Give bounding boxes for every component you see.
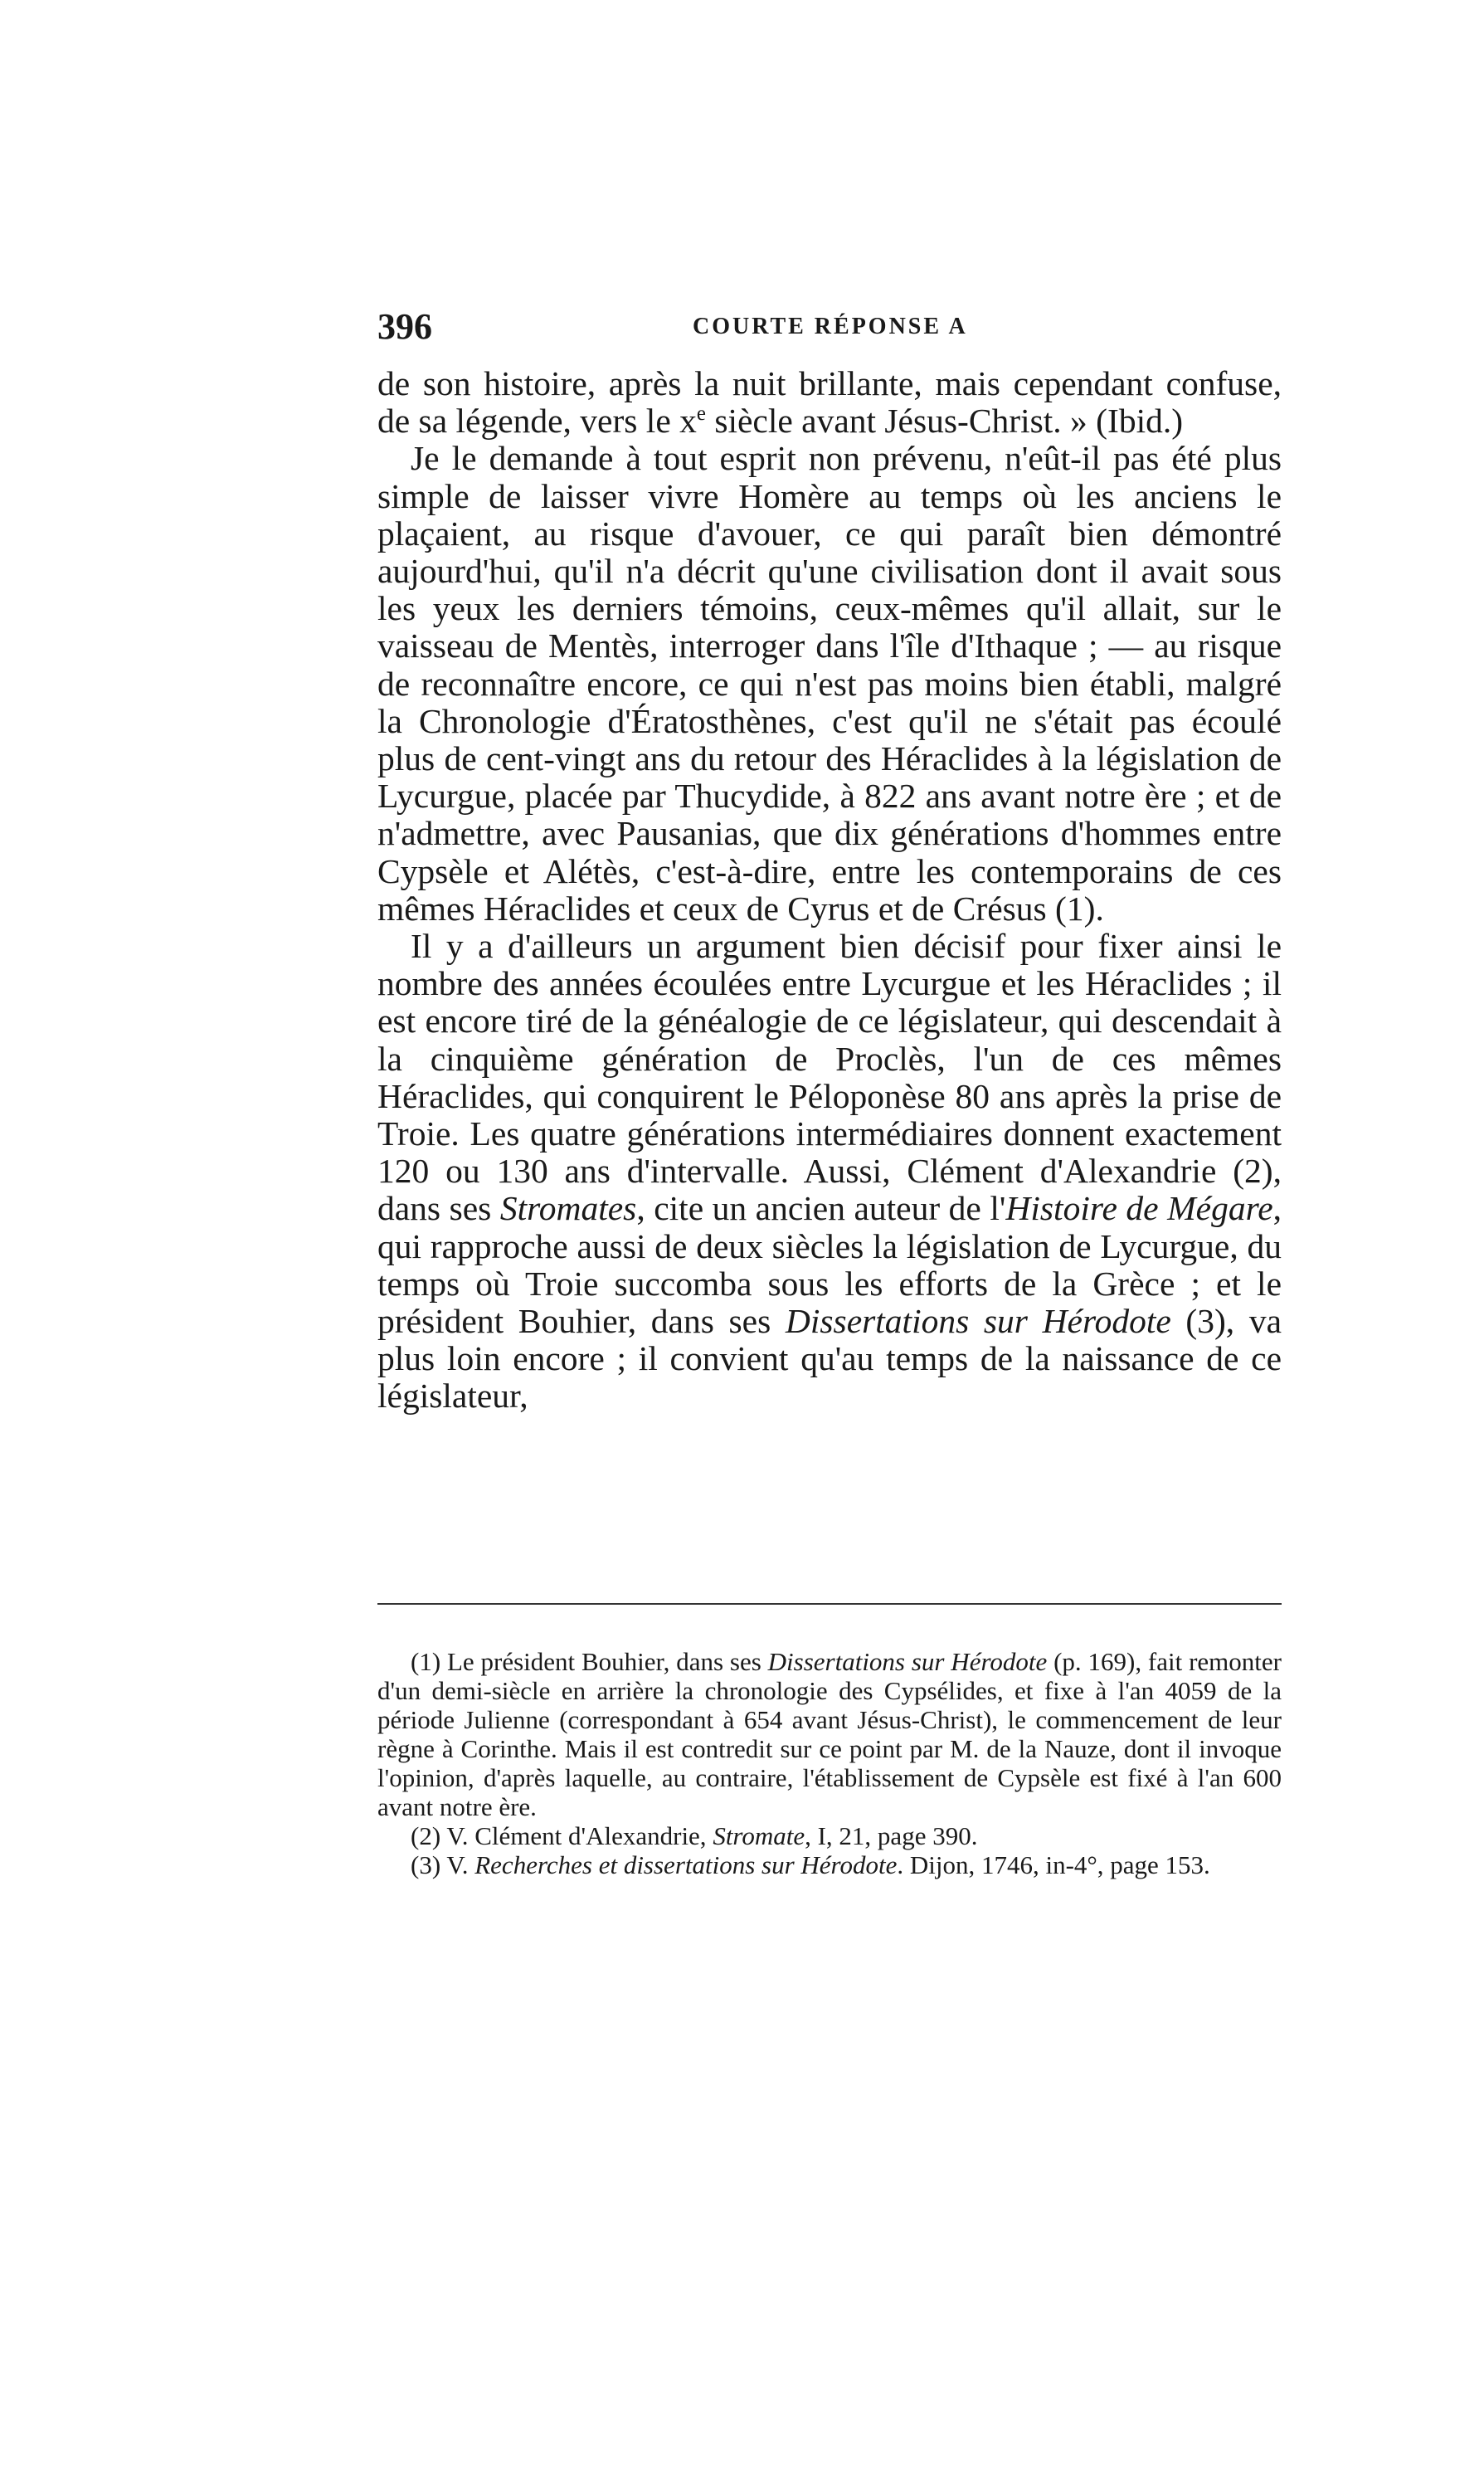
footnote-1-title: Dissertations sur Hérodote — [767, 1647, 1048, 1676]
footnote-2 — [377, 1821, 1282, 1850]
footnote-2-title: Stromate — [713, 1821, 805, 1850]
main-text — [377, 365, 1282, 1416]
paragraph-1 — [377, 365, 1282, 440]
footnote-2-text-b: , I, 21, page 390. — [805, 1821, 978, 1850]
paragraph-3-text-b: , cite un ancien auteur de l' — [636, 1189, 1006, 1228]
footnote-divider — [377, 1603, 1282, 1605]
footnote-3-text-b: . Dijon, 1746, in-4°, page 153. — [897, 1850, 1210, 1879]
footnote-2-text-a: (2) V. Clément d'Alexandrie, — [411, 1821, 713, 1850]
paragraph-1-text-b: siècle avant Jésus-Christ. » (Ibid.) — [705, 402, 1184, 441]
paragraph-3 — [377, 928, 1282, 1416]
footnote-3 — [377, 1850, 1282, 1879]
footnote-1-text-b: (p. 169), fait remonter d'un demi-siècle en arrière la chronologie des Cypsélides, et fixe à l'an 4059 de la période Julienne (correspondant à 654 avant Jésus-Christ), le commencement de leur règne à Corinthe. Mais il est contredit sur ce point par M. de la Nauze, dont il invoque l'opinion, d'après laquelle, au contraire, l'établissement de Cypsèle est fixé à l'an 600 avant notre ère. — [377, 1647, 1282, 1821]
running-head: COURTE RÉPONSE A — [693, 314, 968, 339]
paragraph-3-text-a: Il y a d'ailleurs un argument bien décisif pour fixer ainsi le nombre des années écoulées entre Lycurgue et les Héraclides ; il est encore tiré de la généalogie de ce législateur, qui descendait à la cinquième génération de Proclès, l'un de ces mêmes Héraclides, qui conquirent le Péloponèse 80 ans après la prise de Troie. Les quatre générations intermédiaires donnent exactement 120 ou 130 ans d'intervalle. Aussi, Clément d'Alexandrie (2), dans ses — [377, 927, 1282, 1228]
title-histoire-de-megare: Histoire de Mégare — [1005, 1189, 1273, 1228]
footnote-1-text-a: (1) Le président Bouhier, dans ses — [411, 1647, 768, 1676]
footnote-3-title: Recherches et dissertations sur Hérodote — [474, 1850, 898, 1879]
superscript: e — [696, 402, 706, 426]
title-stromates: Stromates — [499, 1189, 637, 1228]
footnote-3-text-a: (3) V. — [411, 1850, 475, 1879]
paragraph-3-text-c: , qui rapproche aussi de deux siècles la législation de Lycurgue, du temps où Troie succomba sous les efforts de la Grèce ; et le président Bouhier, dans ses — [377, 1189, 1282, 1341]
paragraph-3-text-d: (3), va plus loin encore ; il convient qu'au temps de la naissance de ce législateur, — [377, 1302, 1282, 1416]
paragraph-2: Je le demande à tout esprit non prévenu, n'eût-il pas été plus simple de laisser vivre Homère au temps où les anciens le plaçaient, au risque d'avouer, ce qui paraît bien démontré aujourd'hui, qu'il n'a décrit qu'une civilisation dont il avait sous les yeux les derniers témoins, ceux-mêmes qu'il allait, sur le vaisseau de Mentès, interroger dans l'île d'Ithaque ; — au risque de reconnaître encore, ce qui n'est pas moins bien établi, malgré la Chronologie d'Ératosthènes, c'est qu'il ne s'était pas écoulé plus de cent-vingt ans du retour des Héraclides à la législation de Lycurgue, placée par Thucydide, à 822 ans avant notre ère ; et de n'admettre, avec Pausanias, que dix générations d'hommes entre Cypsèle et Alétès, c'est-à-dire, entre les contemporains de ces mêmes Héraclides et ceux de Cyrus et de Crésus (1). — [377, 439, 1282, 928]
page-number: 396 — [377, 306, 432, 347]
footnote-1 — [377, 1647, 1282, 1821]
title-dissertations: Dissertations sur Hérodote — [785, 1302, 1171, 1341]
page-header — [377, 305, 978, 355]
paragraph-1-text-a: de son histoire, après la nuit brillante, mais cependant confuse, de sa légende, vers le x — [377, 364, 1282, 441]
footnotes — [377, 1647, 1282, 1879]
